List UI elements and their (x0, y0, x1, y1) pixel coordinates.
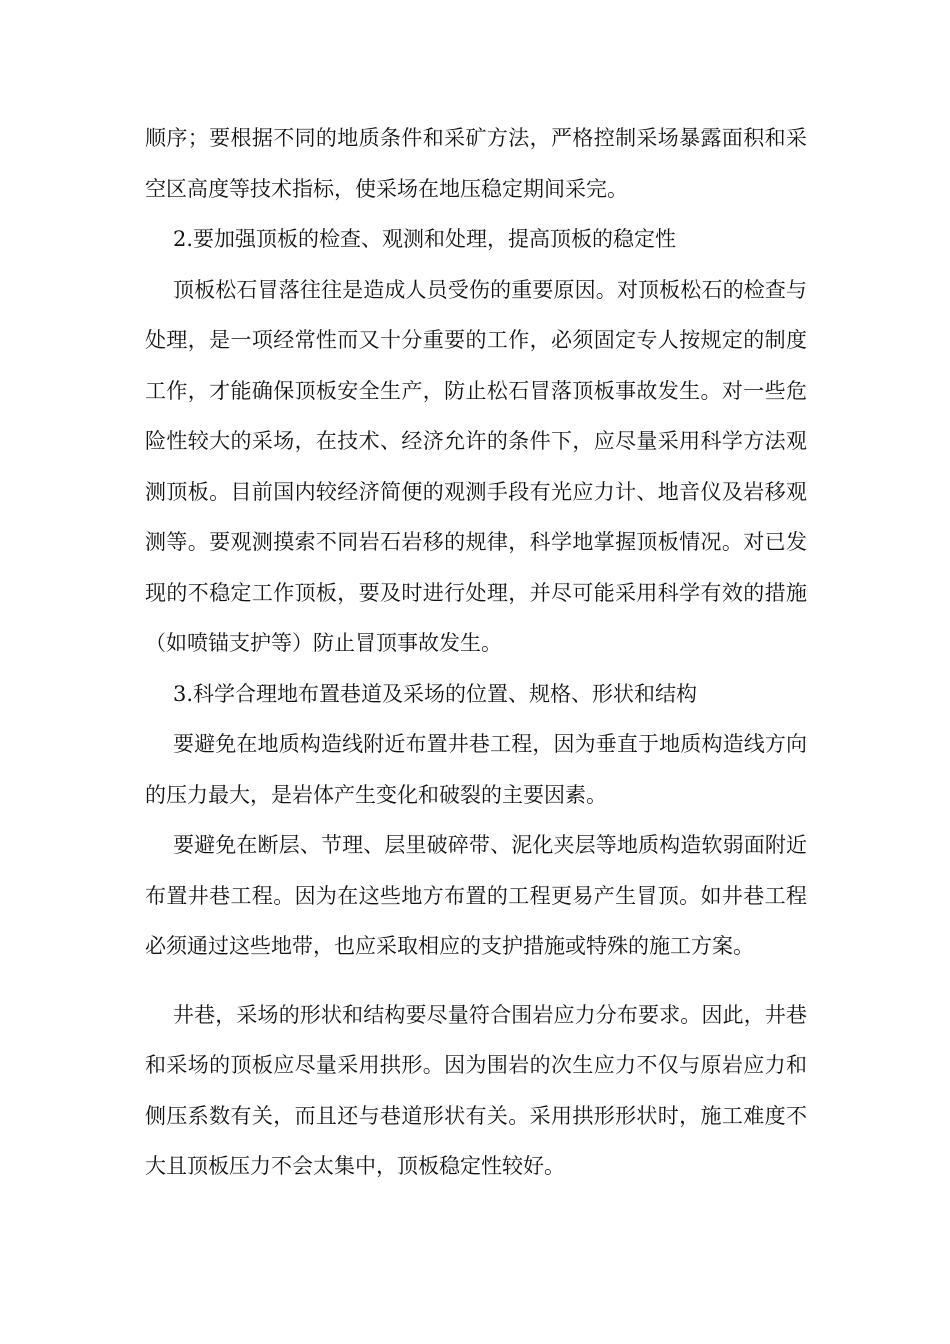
paragraph-structure-lines: 要避免在地质构造线附近布置井巷工程，因为垂直于地质构造线方向的压力最大，是岩体产生变化和破裂的主要因素。 (145, 732, 807, 807)
paragraph-arch-shape: 井巷，采场的形状和结构要尽量符合围岩应力分布要求。因此，井巷和采场的顶板应尽量采用拱形。因为围岩的次生应力不仅与原岩应力和侧压系数有关，而且还与巷道形状有关。采用拱形形状时，施工难度不大且顶板压力不会太集中，顶板稳定性较好。 (145, 1002, 807, 1178)
paragraph-roof-inspection: 顶板松石冒落往往是造成人员受伤的重要原因。对顶板松石的检查与处理，是一项经常性而又十分重要的工作，必须固定专人按规定的制度工作，才能确保顶板安全生产，防止松石冒落顶板事故发生。对一些危险性较大的采场，在技术、经济允许的条件下，应尽量采用科学方法观测顶板。目前国内较经济简便的观测手段有光应力计、地音仪及岩移观测等。要观测摸索不同岩石岩移的规律，科学地掌握顶板情况。对已发现的不稳定工作顶板，要及时进行处理，并尽可能采用科学有效的措施（如喷锚支护等）防止冒顶事故发生。 (145, 277, 807, 655)
section-heading-2: 2.要加强顶板的检查、观测和处理，提高顶板的稳定性 (173, 227, 677, 251)
document-body (145, 113, 807, 1192)
section-heading-3: 3.科学合理地布置巷道及采场的位置、规格、形状和结构 (173, 681, 698, 706)
paragraph-continuation: 顺序；要根据不同的地质条件和采矿方法，严格控制采场暴露面积和采空区高度等技术指标，使采场在地压稳定期间采完。 (145, 126, 807, 201)
paragraph-weak-planes: 要避免在断层、节理、层里破碎带、泥化夹层等地质构造软弱面附近布置井巷工程。因为在这些地方布置的工程更易产生冒顶。如井巷工程必须通过这些地带，也应采取相应的支护措施或特殊的施工方案。 (145, 833, 807, 958)
